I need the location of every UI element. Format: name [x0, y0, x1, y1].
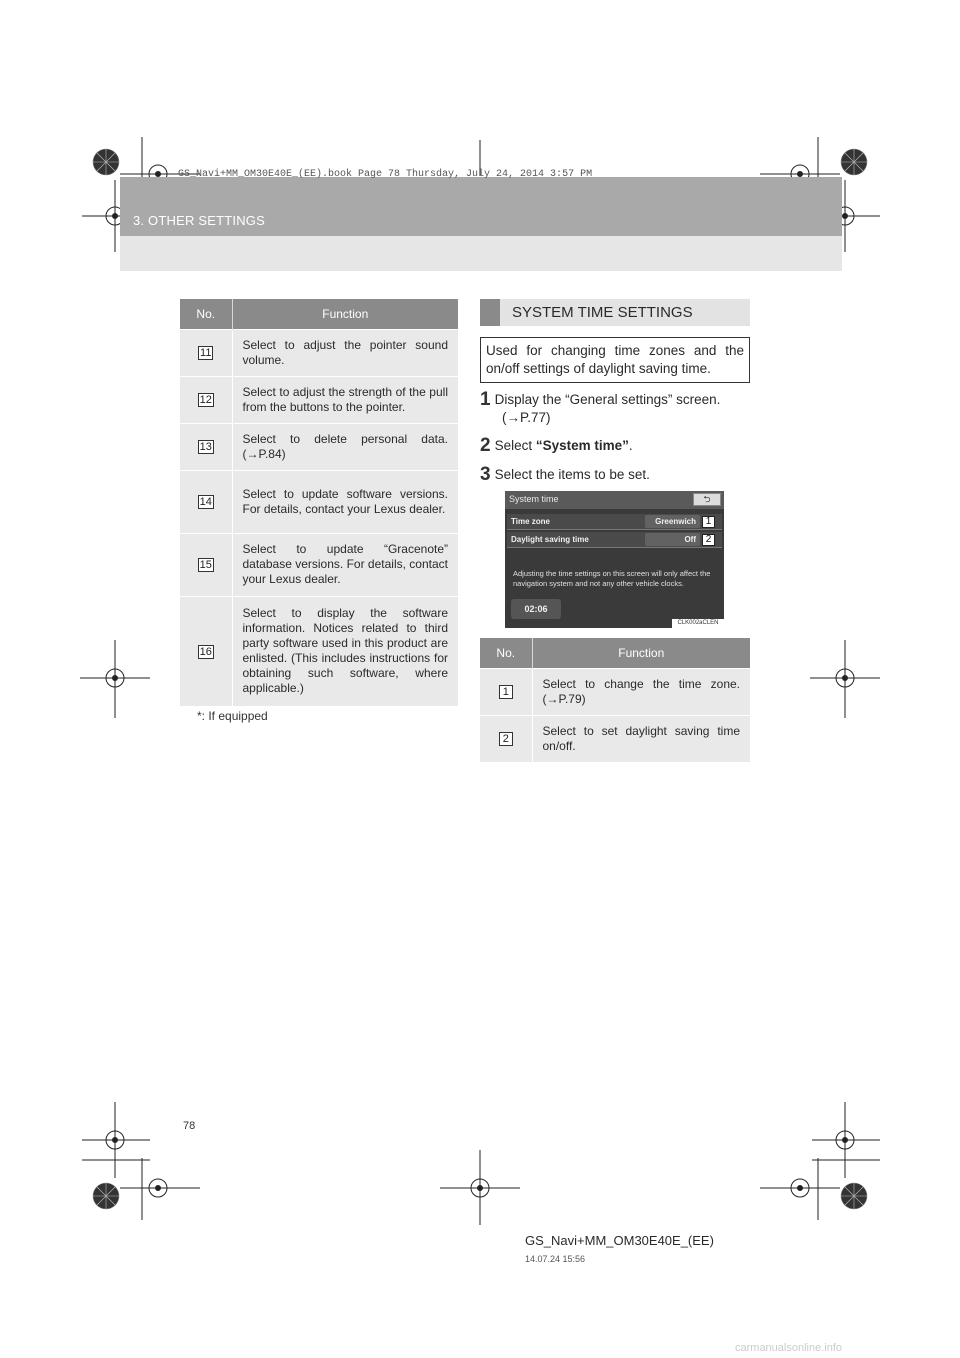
screen-title: System time [509, 494, 559, 504]
info-box: Used for changing time zones and the on/off settings of daylight saving time. [480, 337, 750, 383]
function-table-left [180, 299, 458, 706]
col-header-no: No. [180, 299, 232, 329]
row-value[interactable]: Greenwich [645, 515, 700, 528]
section-title: 3. OTHER SETTINGS [133, 213, 265, 228]
item-number: 2 [499, 732, 513, 746]
step-number: 2 [480, 435, 491, 456]
function-text: Select to adjust the strength of the pull from the buttons to the pointer. [232, 376, 458, 423]
document-id: GS_Navi+MM_OM30E40E_(EE) [525, 1233, 714, 1248]
table-row [180, 596, 458, 706]
function-text: Select to change the time zone. (→P.79) [532, 668, 750, 715]
step-2 [480, 437, 633, 455]
step-number: 3 [480, 464, 491, 485]
table-row [180, 329, 458, 376]
row-value[interactable]: Off [645, 533, 700, 546]
item-number: 12 [199, 394, 212, 406]
step-text-post: . [628, 438, 633, 453]
page-reference: (→P.77) [502, 410, 551, 425]
section-heading [480, 299, 750, 326]
item-number: 15 [199, 559, 212, 571]
step-text: Display the “General settings” screen. [494, 392, 721, 407]
item-number: 16 [199, 645, 212, 658]
watermark: carmanualsonline.info [735, 1342, 843, 1354]
back-arrow-icon[interactable]: ⮌ [693, 493, 721, 506]
function-text: Select to display the software information. Notices related to third party software used in this product are enlisted. (This includes instructions for obtaining such software, where applicable.) [232, 596, 458, 706]
row-label: Time zone [511, 517, 550, 526]
col-header-function: Function [532, 638, 750, 668]
system-time-screenshot [505, 491, 724, 628]
col-header-no: No. [480, 638, 532, 668]
function-text: Select to update “Gracenote” database versions. For details, contact your Lexus dealer. [232, 533, 458, 596]
function-table-right [480, 638, 750, 762]
clock-display: 02:06 [511, 599, 561, 619]
daylight-saving-row[interactable] [507, 532, 722, 548]
item-number: 14 [199, 496, 212, 508]
function-text: Select to delete personal data. (→P.84) [232, 423, 458, 470]
page-number: 78 [183, 1120, 196, 1132]
table-row [180, 423, 458, 470]
item-number: 13 [199, 441, 212, 453]
item-number: 1 [499, 685, 513, 699]
step-number: 1 [480, 389, 491, 410]
step-text: Select the items to be set. [494, 467, 650, 482]
book-info-line: GS_Navi+MM_OM30E40E_(EE).book Page 78 Thursday, July 24, 2014 3:57 PM [178, 169, 593, 180]
col-header-function: Function [232, 299, 458, 329]
document-date: 14.07.24 15:56 [525, 1254, 586, 1264]
footnote: *: If equipped [197, 709, 268, 723]
callout-number: 2 [702, 534, 715, 546]
heading-tab [480, 299, 500, 326]
step-text-pre: Select [494, 438, 536, 453]
table-row [180, 533, 458, 596]
function-text: Select to update software versions. For details, contact your Lexus dealer. [232, 470, 458, 533]
time-zone-row[interactable] [507, 514, 722, 530]
step-1 [480, 391, 750, 427]
table-row [180, 376, 458, 423]
step-3 [480, 466, 650, 484]
image-code: CLK002aCLEN [672, 619, 724, 628]
callout-number: 1 [702, 516, 715, 528]
table-row [480, 715, 750, 762]
section-heading-label: SYSTEM TIME SETTINGS [512, 304, 693, 321]
table-row [180, 470, 458, 533]
screen-note: Adjusting the time settings on this screen will only affect the navigation system and not any other vehicle clocks. [513, 569, 711, 588]
step-text-bold: “System time” [535, 438, 629, 453]
table-row [480, 668, 750, 715]
function-text: Select to adjust the pointer sound volume. [232, 329, 458, 376]
row-label: Daylight saving time [511, 535, 589, 544]
item-number: 11 [200, 347, 212, 359]
function-text: Select to set daylight saving time on/off. [532, 715, 750, 762]
